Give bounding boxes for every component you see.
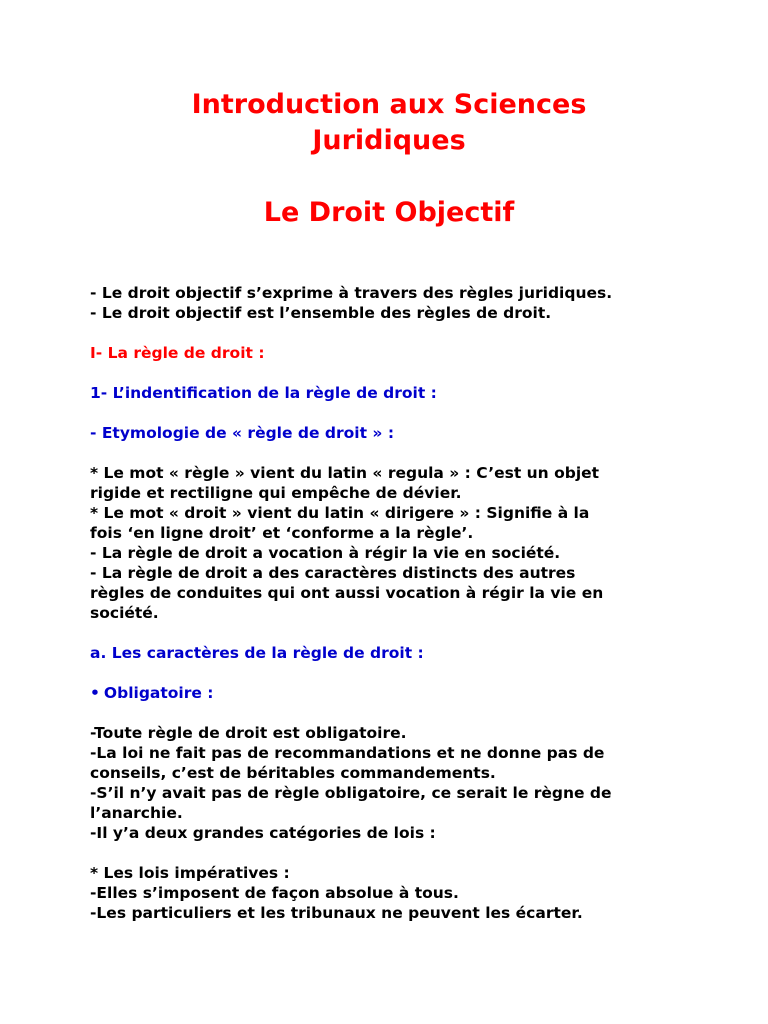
bullet-icon: • [90, 684, 100, 702]
paragraph-line: conseils, c’est de béritables commandements. [90, 764, 496, 782]
paragraph-line: fois ‘en ligne droit’ et ‘conforme a la règle’. [90, 524, 474, 542]
title-line-1: Introduction aux Sciences [191, 89, 587, 120]
paragraph-line: -Il y’a deux grandes catégories de lois : [90, 824, 436, 842]
document-title-block [90, 0, 688, 231]
section-heading: I- La règle de droit : [90, 344, 265, 362]
paragraph-line: * Le mot « règle » vient du latin « regula » : C’est un objet [90, 464, 600, 482]
paragraph-line: * Le mot « droit » vient du latin « dirigere » : Signifie à la [90, 504, 590, 522]
subsection-heading: 1- L’indentification de la règle de droit : [90, 384, 437, 402]
paragraph-line: -Les particuliers et les tribunaux ne peuvent les écarter. [90, 904, 583, 922]
paragraph-line: -La loi ne fait pas de recommandations et ne donne pas de [90, 744, 605, 762]
paragraph-line: règles de conduites qui ont aussi vocation à régir la vie en [90, 584, 604, 602]
paragraph-line: -S’il n’y avait pas de règle obligatoire, ce serait le règne de [90, 784, 612, 802]
imperatives-heading: * Les lois impératives : [90, 864, 290, 882]
document-body [90, 283, 688, 923]
bullet-item-obligatoire [90, 683, 688, 703]
title-line-2: Juridiques [312, 125, 466, 156]
etymology-heading: - Etymologie de « règle de droit » : [90, 424, 395, 442]
bullet-label: Obligatoire : [103, 684, 214, 702]
paragraph-line: société. [90, 604, 159, 622]
paragraph-line: -Elles s’imposent de façon absolue à tous. [90, 884, 459, 902]
paragraph-line: rigide et rectiligne qui empêche de dévier. [90, 484, 462, 502]
characters-heading: a. Les caractères de la règle de droit : [90, 644, 424, 662]
paragraph-line: - La règle de droit a des caractères distincts des autres [90, 564, 576, 582]
intro-line: - Le droit objectif s’exprime à travers des règles juridiques. [90, 284, 613, 302]
intro-line: - Le droit objectif est l’ensemble des règles de droit. [90, 304, 552, 322]
paragraph-line: -Toute règle de droit est obligatoire. [90, 724, 407, 742]
paragraph-line: - La règle de droit a vocation à régir la vie en société. [90, 544, 561, 562]
document-subtitle: Le Droit Objectif [263, 197, 515, 228]
paragraph-line: l’anarchie. [90, 804, 183, 822]
